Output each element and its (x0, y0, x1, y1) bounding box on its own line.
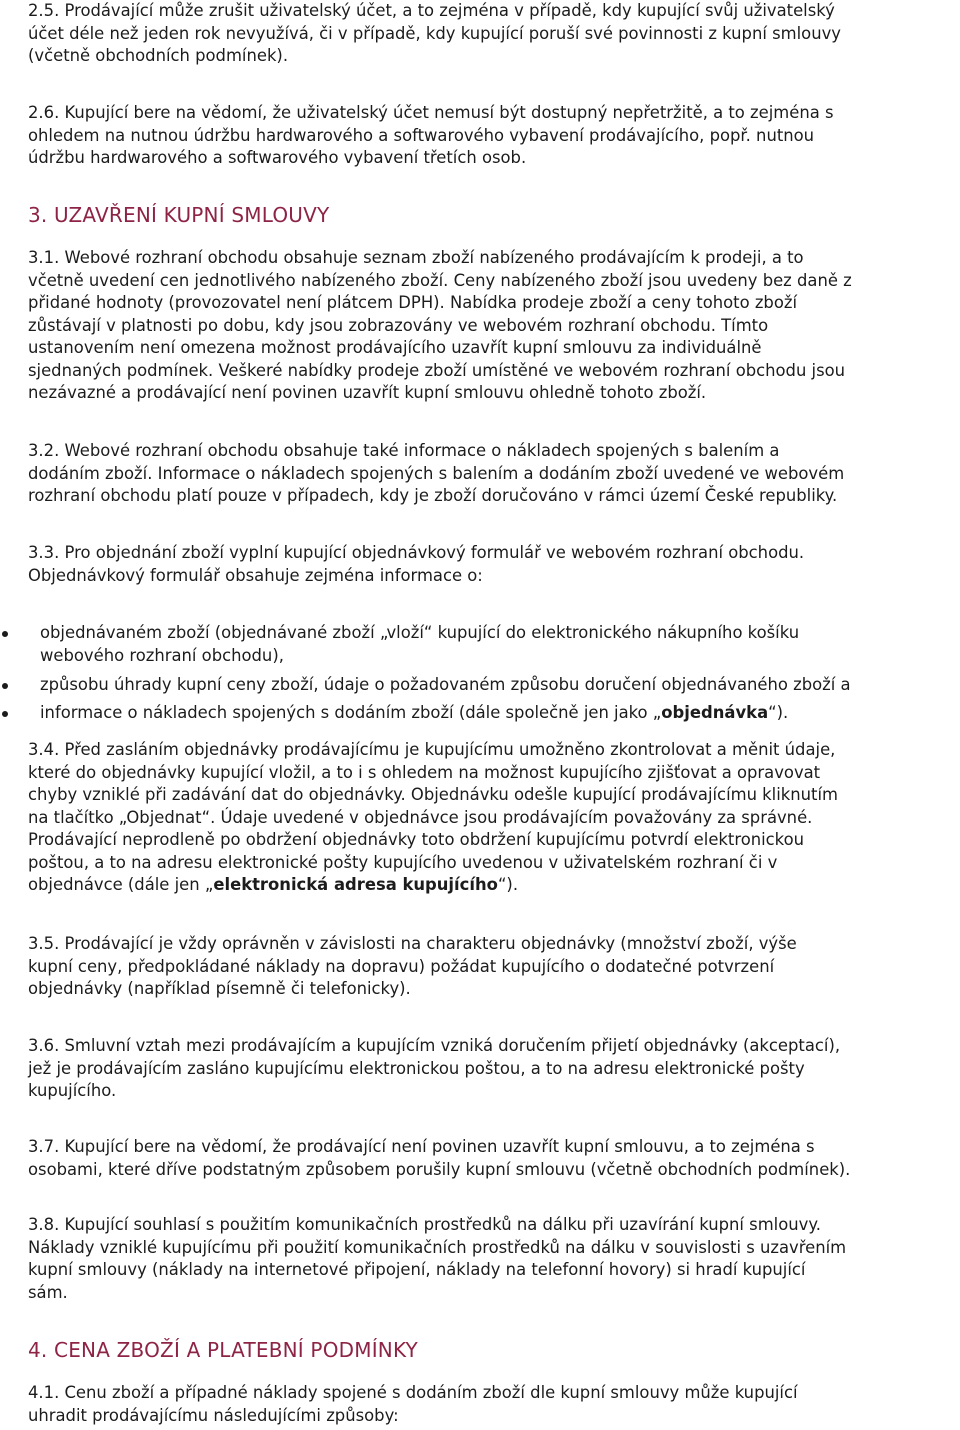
text-line: 3.7. Kupující bere na vědomí, že prodávající není povinen uzavřít kupní smlouvu, a to zejména s (28, 1137, 815, 1156)
term-objednavka: objednávka (661, 703, 769, 722)
text-line: Objednávkový formulář obsahuje zejména informace o: (28, 565, 483, 585)
paragraph-2-5 (28, 0, 960, 68)
paragraph-3-1 (28, 247, 960, 405)
term-elektronicka-adresa: elektronická adresa kupujícího (213, 875, 498, 894)
text-line: informace o nákladech spojených s dodáním zboží (dále společně jen jako „objednávka“). (40, 703, 789, 722)
text-line: 3.3. Pro objednání zboží vyplní kupující objednávkový formulář ve webovém rozhraní obchodu. (28, 543, 805, 562)
text-line: kupní ceny, předpokládané náklady na dopravu) požádat kupujícího o dodatečné potvrzení (28, 956, 775, 976)
text-line: na tlačítko „Objednat“. Údaje uvedené v objednávce jsou prodávajícím považovány za správné. (28, 807, 813, 827)
text-line: 4.1. Cenu zboží a případné náklady spojené s dodáním zboží dle kupní smlouvy může kupující (28, 1383, 798, 1402)
paragraph-3-3 (28, 542, 960, 587)
text-line: Náklady vzniklé kupujícímu při použití komunikačních prostředků na dálku v souvislosti s uzavřením (28, 1237, 847, 1257)
paragraph-3-2 (28, 440, 960, 508)
text-line: uhradit prodávajícímu následujícími způsoby: (28, 1405, 399, 1425)
text-line: rozhraní obchodu platí pouze v případech, kdy je zboží doručováno v rámci území České republiky. (28, 486, 838, 505)
paragraph-3-5 (28, 933, 960, 1001)
text-line: sám. (28, 1282, 68, 1302)
text-line: 3.4. Před zasláním objednávky prodávajícímu je kupujícímu umožněno zkontrolovat a měnit údaje, (28, 740, 836, 759)
text-line: 3.1. Webové rozhraní obchodu obsahuje seznam zboží nabízeného prodávajícím k prodeji, a to (28, 248, 804, 267)
text-line: 2.5. Prodávající může zrušit uživatelský účet, a to zejména v případě, kdy kupující svůj uživatelský (28, 1, 835, 20)
text-line: sjednaných podmínek. Veškeré nabídky prodeje zboží umístěné ve webovém rozhraní obchodu jsou (28, 360, 846, 380)
text-line: 3.6. Smluvní vztah mezi prodávajícím a kupujícím vzniká doručením přijetí objednávky (akceptací), (28, 1036, 841, 1055)
text-line: kupní smlouvy (náklady na internetové připojení, náklady na telefonní hovory) si hradí kupující (28, 1260, 806, 1279)
text-line: 3.2. Webové rozhraní obchodu obsahuje také informace o nákladech spojených s balením a (28, 441, 780, 460)
text-line: poštou, a to na adresu elektronické pošty kupujícího uvedenou v uživatelském rozhraní či v (28, 852, 778, 872)
text-line: údržbu hardwarového a softwarového vybavení třetích osob. (28, 148, 527, 167)
bullet-icon (2, 711, 8, 717)
section-heading-4: 4. CENA ZBOŽÍ A PLATEBNÍ PODMÍNKY (28, 1338, 418, 1362)
text-line: účet déle než jeden rok nevyužívá, či v případě, kdy kupující poruší své povinnosti z kupní smlouvy (28, 23, 841, 43)
text-line: které do objednávky kupující vložil, a to i s ohledem na možnost kupujícího zjišťovat a opravovat (28, 762, 821, 782)
text-line: ustanovením není omezena možnost prodávajícího uzavřít kupní smlouvu za individuálně (28, 338, 762, 357)
text-line: zůstávají v platnosti po dobu, kdy jsou zobrazovány ve webovém rozhraní obchodu. Tímto (28, 315, 769, 335)
text-line: nezávazné a prodávající není povinen uzavřít kupní smlouvu ohledně tohoto zboží. (28, 383, 707, 402)
text-line: osobami, které dříve podstatným způsobem porušily kupní smlouvu (včetně obchodních podmínek). (28, 1159, 851, 1179)
paragraph-2-6 (28, 102, 960, 170)
bullet-icon (2, 683, 8, 689)
paragraph-3-8 (28, 1214, 960, 1304)
text-line: přidané hodnoty (provozovatel není plátcem DPH). Nabídka prodeje zboží a ceny tohoto zboží (28, 293, 798, 312)
text-line: jež je prodávajícím zasláno kupujícímu elektronickou poštou, a to na adresu elektronické pošty (28, 1058, 805, 1078)
section-heading-3: 3. UZAVŘENÍ KUPNÍ SMLOUVY (28, 203, 330, 227)
text-line: Prodávající neprodleně po obdržení objednávky toto obdržení kupujícímu potvrdí elektronickou (28, 830, 805, 849)
paragraph-3-4 (28, 739, 960, 897)
text-line: 3.8. Kupující souhlasí s použitím komunikačních prostředků na dálku při uzavírání kupní smlouvy. (28, 1215, 821, 1234)
text-line: (včetně obchodních podmínek). (28, 46, 289, 65)
text-line: ohledem na nutnou údržbu hardwarového a softwarového vybavení prodávajícího, popř. nutnou (28, 125, 815, 145)
paragraph-4-1 (28, 1382, 960, 1427)
text-line: 3.5. Prodávající je vždy oprávněn v závislosti na charakteru objednávky (množství zboží, výše (28, 934, 797, 953)
paragraph-3-7 (28, 1136, 960, 1181)
text-line: objednávce (dále jen „elektronická adresa kupujícího“). (28, 875, 519, 894)
text-line: 2.6. Kupující bere na vědomí, že uživatelský účet nemusí být dostupný nepřetržitě, a to zejména s (28, 103, 834, 122)
text-line: včetně uvedení cen jednotlivého nabízeného zboží. Ceny nabízeného zboží jsou uvedeny bez daně z (28, 270, 852, 290)
text-line: chyby vzniklé při zadávání dat do objednávky. Objednávku odešle kupující prodávajícímu kliknutím (28, 785, 838, 804)
bullet-icon (2, 631, 8, 637)
text-line: objednávaném zboží (objednávané zboží „vloží“ kupující do elektronického nákupního košíku (40, 623, 800, 642)
text-line: dodáním zboží. Informace o nákladech spojených s balením a dodáním zboží uvedené ve webovém (28, 463, 845, 483)
text-line: kupujícího. (28, 1081, 117, 1100)
text-line: objednávky (například písemně či telefonicky). (28, 979, 411, 998)
text-line: webového rozhraní obchodu), (40, 645, 284, 665)
text-line: způsobu úhrady kupní ceny zboží, údaje o požadovaném způsobu doručení objednávaného zboží a (40, 675, 851, 694)
paragraph-3-6 (28, 1035, 960, 1103)
